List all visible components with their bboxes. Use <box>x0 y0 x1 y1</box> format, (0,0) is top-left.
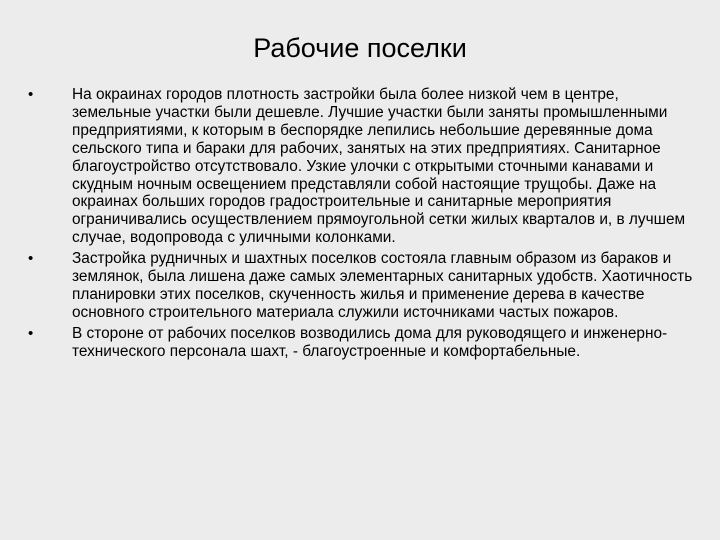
bullet-marker: • <box>28 86 34 103</box>
bullet-item <box>26 86 696 247</box>
bullet-text: В стороне от рабочих поселков возводились дома для руководящего и инженерно-технического персонала шахт, - благоустроенные и комфортабельные. <box>72 324 668 360</box>
bullet-list <box>26 86 696 364</box>
bullet-marker: • <box>28 250 34 268</box>
bullet-item <box>26 250 696 322</box>
bullet-text: На окраинах городов плотность застройки была более низкой чем в центре, земельные участки были дешевле. Лучшие участки были заняты промышленными предприятиями, к которым в беспорядке лепились небольшие деревянные дома сельского типа и бараки для рабочих, занятых на этих предприятиях. Санитарное благоустройство отсутствовало. Узкие улочки с открытыми сточными канавами и скудным ночным освещением представляли собой настоящие трущобы. Даже на окраинах больших городов градостроительные и санитарные мероприятия ограничивались осуществлением прямоугольной сетки жилых кварталов и, в лучшем случае, водопровода с уличными колонками. <box>72 86 686 247</box>
slide-title: Рабочие поселки <box>253 33 467 63</box>
bullet-marker: • <box>28 324 34 342</box>
bullet-text: Застройка рудничных и шахтных поселков состояла главным образом из бараков и землянок, была лишена даже самых элементарных санитарных удобств. Хаотичность планировки этих поселков, скученность жилья и применение дерева в качестве основного строительного материала служили источниками частых пожаров. <box>72 250 693 321</box>
bullet-item <box>26 325 696 361</box>
